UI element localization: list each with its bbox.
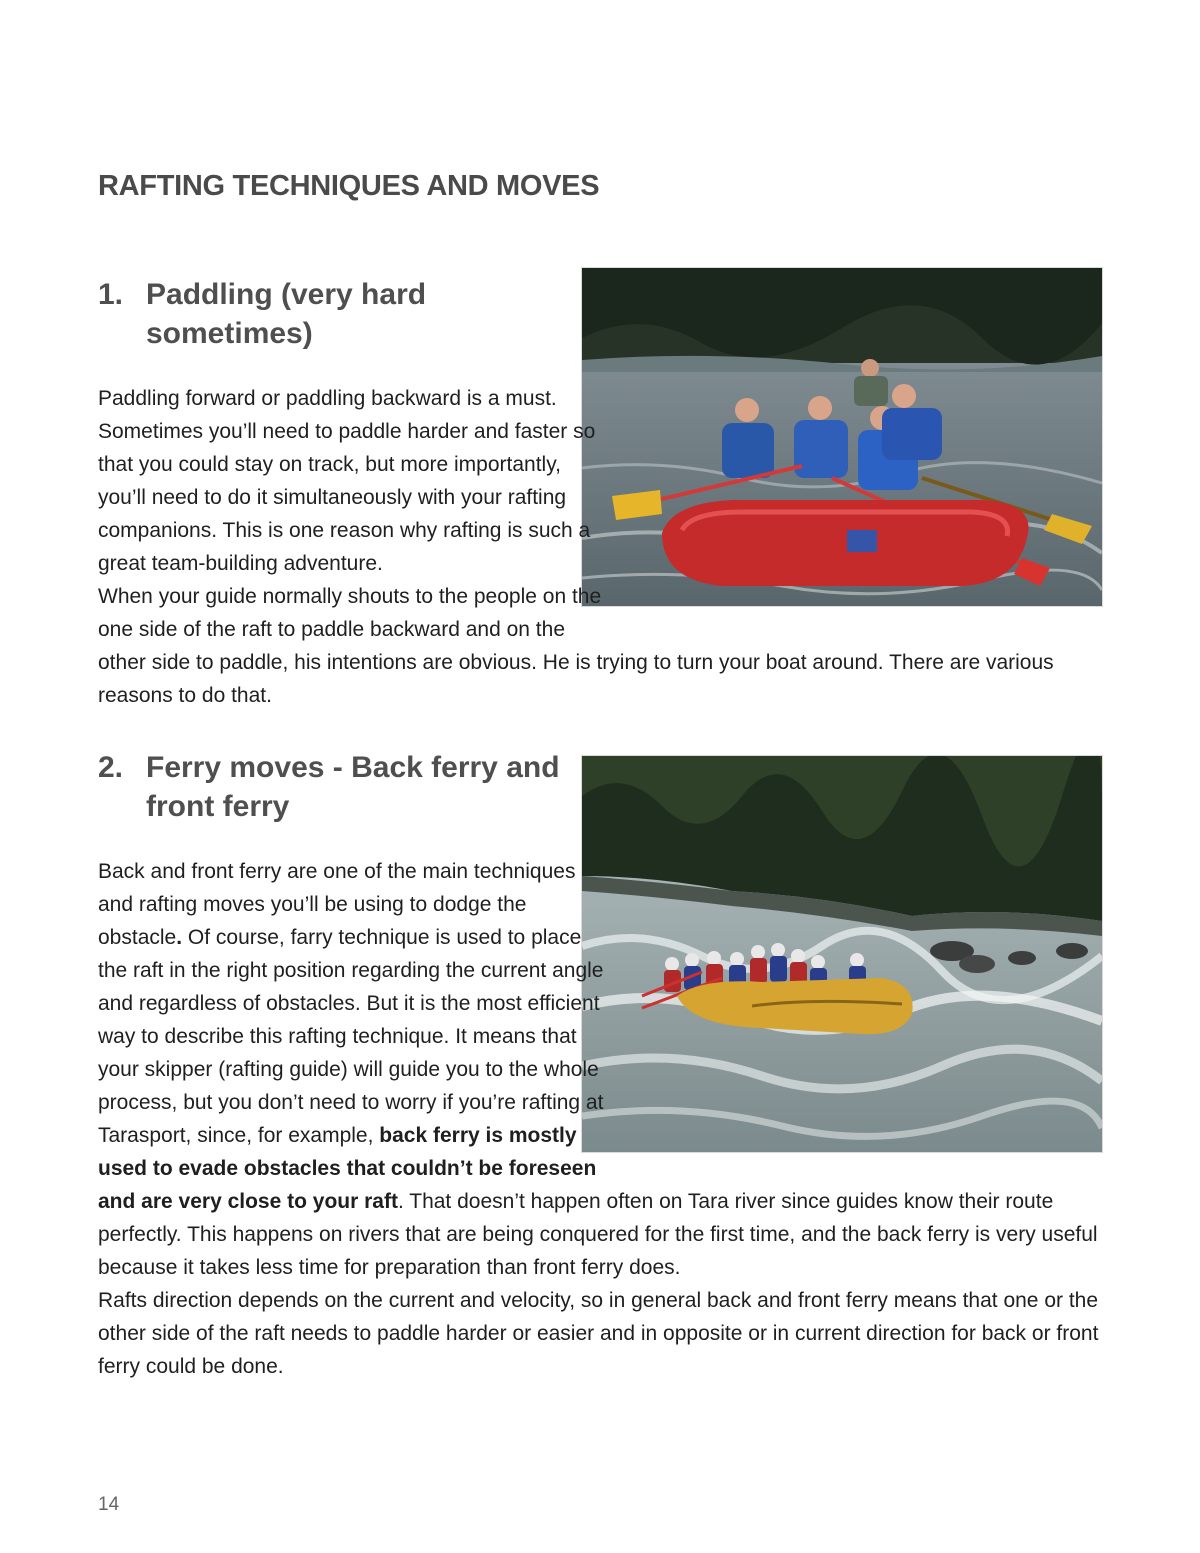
section-text-paddling	[98, 382, 1108, 712]
section-number: 1.	[98, 278, 124, 311]
page-number: 14	[98, 1494, 120, 1515]
text-wrap-spacer	[608, 382, 1108, 627]
section-text-ferry-moves	[98, 855, 1108, 1383]
page-title: RAFTING TECHNIQUES AND MOVES	[98, 170, 600, 202]
text-run: . That doesn’t happen often on Tara river since guides know their route perfectly. This happens on rivers that are being conquered for the first time, and the back ferry is very useful because it takes less time for preparation than front ferry does.	[98, 1190, 1098, 1279]
section-heading-text: Ferry moves - Back ferry and front ferry	[146, 751, 560, 823]
text-run-bold: .	[176, 926, 183, 949]
text-run-bold: back ferry is mostly used to evade obstacles that couldn’t be foreseen and are very close to your raft	[98, 1124, 597, 1213]
paragraph: Rafts direction depends on the current and velocity, so in general back and front ferry means that one or the other side of the raft needs to paddle harder or easier and in opposite or in current direction for back or front ferry could be done.	[98, 1289, 1099, 1378]
section-heading-paddling	[98, 275, 566, 353]
paragraph: When your guide normally shouts to the people on the one side of the raft to paddle backward and on the other side to paddle, his intentions are obvious. He is trying to turn your boat around. There are various reasons to do that.	[98, 585, 1054, 707]
text-run: Back and front ferry are one of the main techniques and rafting moves you’ll be using to dodge the obstacle	[98, 860, 576, 949]
section-heading-text: Paddling (very hard sometimes)	[146, 278, 427, 350]
section-heading-ferry-moves	[98, 748, 566, 826]
text-wrap-spacer	[608, 855, 1108, 1155]
section-number: 2.	[98, 751, 124, 784]
paragraph: Paddling forward or paddling backward is a must. Sometimes you’ll need to paddle harder and faster so that you could stay on track, but more importantly, you’ll need to do it simultaneously with your rafting companions. This is one reason why rafting is such a great team-building adventure.	[98, 387, 596, 575]
text-run: Of course, farry technique is used to place the raft in the right position regarding the current angle and regardless of obstacles. But it is the most efficient way to describe this rafting technique. It means that your skipper (rafting guide) will guide you to the whole process, but you don’t need to worry if you’re rafting at Tarasport, since, for example,	[98, 926, 604, 1147]
